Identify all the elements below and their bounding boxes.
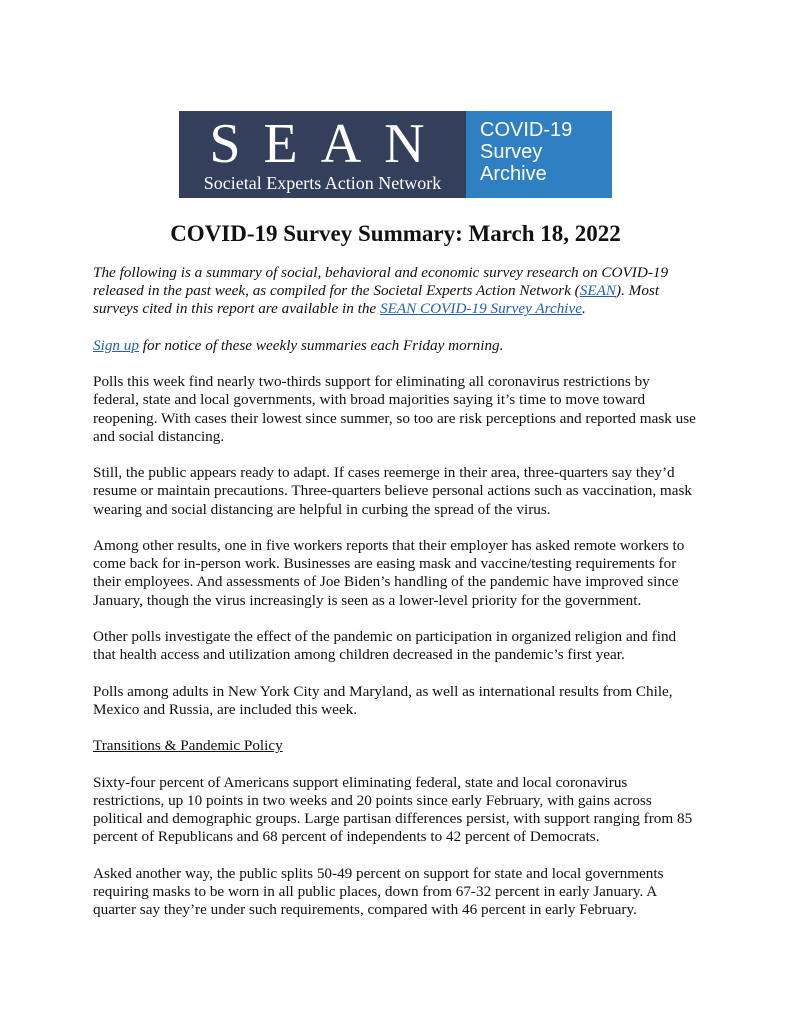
logo-archive-block [466, 111, 612, 198]
body-paragraph-1: Polls this week find nearly two-thirds support for eliminating all coronavirus restrictions by federal, state and local governments, with broad majorities saying it’s time to move toward reopening. With cases their lowest since summer, so too are risk perceptions and reported mask use and social distancing. [93, 373, 696, 445]
logo-archive-line-3: Archive [480, 163, 547, 185]
body-paragraph-4: Other polls investigate the effect of the pandemic on participation in organized religion and find that health access and utilization among children decreased in the pandemic’s first year. [93, 627, 677, 664]
document-title: COVID-19 Survey Summary: March 18, 2022 [170, 221, 621, 246]
section-heading: Transitions & Pandemic Policy [93, 737, 283, 755]
intro-text-2: ). Most surveys cited in this report are available in the [93, 282, 660, 318]
section-paragraph-1: Sixty-four percent of Americans support eliminating federal, state and local coronavirus restrictions, up 10 points in two weeks and 20 points since early February, with gains across political and demographic groups. Large partisan differences persist, with support ranging from 85 percent of Republicans and 68 percent of independents to 42 percent of Democrats. [93, 773, 693, 846]
body-paragraph-3: Among other results, one in five workers reports that their employer has asked remote workers to come back for in-person work. Businesses are easing mask and vaccine/testing requirements for their employees. And assessments of Joe Biden’s handling of the pandemic have improved since January, though the virus increasingly is seen as a lower-level priority for the government. [93, 536, 685, 609]
logo-full-name: Societal Experts Action Network [203, 173, 442, 193]
section-paragraph-2: Asked another way, the public splits 50-49 percent on support for state and local governments requiring masks to be worn in all public places, down from 67-32 percent in early January. A quarter say they’re under such requirements, compared with 46 percent in early February. [93, 864, 664, 918]
intro-text-3: . [582, 300, 586, 318]
sean-logo [179, 111, 612, 198]
survey-archive-link[interactable]: SEAN COVID-19 Survey Archive [379, 300, 582, 318]
sean-link[interactable]: SEAN [579, 282, 617, 300]
body-paragraph-2: Still, the public appears ready to adapt. If cases reemerge in their area, three-quarters say they’d resume or maintain precautions. Three-quarters believe personal actions such as vaccination, mask wearing and social distancing are helpful in curbing the spread of the virus. [93, 464, 692, 518]
document-body [93, 264, 699, 937]
body-paragraph-5: Polls among adults in New York City and Maryland, as well as international results from Chile, Mexico and Russia, are included this week. [93, 682, 673, 718]
intro-paragraph [93, 264, 699, 319]
logo-archive-line-2: Survey [480, 141, 543, 163]
sign-up-link[interactable]: Sign up [93, 336, 139, 354]
logo-archive-line-1: COVID-19 [480, 119, 573, 141]
logo-archive-text [480, 119, 572, 185]
logo-acronym: SEAN [209, 113, 448, 175]
logo-brand-block [179, 111, 466, 198]
intro-text-1: The following is a summary of social, behavioral and economic survey research on COVID-19 released in the past week, as compiled for the Societal Experts Action Network ( [93, 264, 669, 300]
signup-paragraph [93, 337, 699, 355]
signup-text: for notice of these weekly summaries each Friday morning. [139, 336, 504, 354]
